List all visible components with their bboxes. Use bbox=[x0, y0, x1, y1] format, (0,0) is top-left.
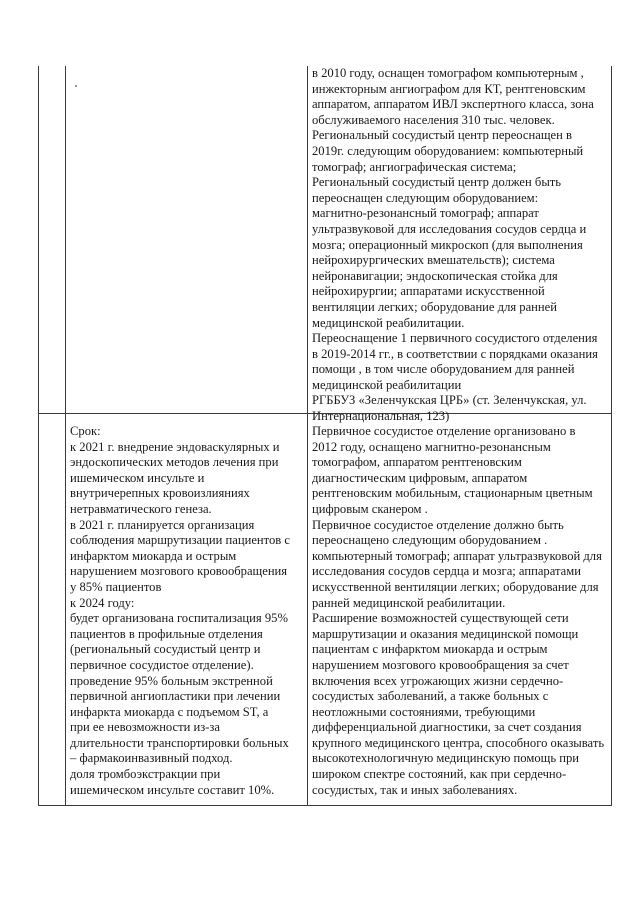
text-line: доля тромбоэкстракции при bbox=[70, 767, 221, 782]
text-line: к 2024 году: bbox=[70, 595, 135, 610]
text-line: Переоснащение 1 первичного сосудистого отделения bbox=[312, 331, 598, 346]
text-line: ранней медицинской реабилитации. bbox=[312, 595, 506, 610]
text-line: исследования сосудов сердца и мозга; аппаратами bbox=[312, 564, 581, 579]
text-line: переоснащено следующим оборудованием . bbox=[312, 533, 548, 548]
text-line: проведение 95% больным экстренной bbox=[70, 673, 273, 688]
text-line: ишемическом инсульте и bbox=[70, 470, 205, 485]
text-line: пациентам с инфарктом миокарда и острым bbox=[312, 642, 548, 657]
text-line: в 2010 году, оснащен томографом компьютерным , bbox=[312, 66, 584, 80]
text-line: нейрохирургических вмешательств); система bbox=[312, 253, 555, 268]
text-line: сосудистых заболеваний, а также больных с bbox=[312, 689, 549, 704]
text-line: будет организована госпитализация 95% bbox=[70, 611, 288, 626]
text-line: ультразвуковой для исследования сосудов сердца и bbox=[312, 221, 587, 236]
text-line: томографом, аппаратом рентгеновским bbox=[312, 455, 522, 470]
text-line: переоснащен следующим оборудованием: bbox=[312, 190, 539, 205]
cell-right-bottom bbox=[312, 424, 609, 798]
text-line: первичной ангиопластики при лечении bbox=[70, 689, 281, 704]
text-line: широком спектре состояний, как при сердечно- bbox=[312, 767, 567, 782]
table-divider-col2 bbox=[307, 66, 308, 806]
scan-speck bbox=[75, 85, 77, 87]
text-line: инфарктом миокарда и острым bbox=[70, 548, 237, 563]
table-border-bottom bbox=[38, 805, 612, 806]
table-divider-col1 bbox=[65, 66, 66, 806]
text-line: инфаркта миокарда с подъемом ST, а bbox=[70, 704, 269, 719]
text-line: томограф; ангиографическая система; bbox=[312, 159, 517, 174]
text-line: внутричерепных кровоизлияниях bbox=[70, 486, 250, 501]
text-line: рентгеновским мобильным, стационарным цветным bbox=[312, 486, 593, 501]
text-line: дифференциальной диагностики, за счет создания bbox=[312, 720, 582, 735]
text-line: ишемическом инсульте составит 10%. bbox=[70, 782, 275, 797]
text-line: вентиляции легких; оборудование для ранней bbox=[312, 299, 557, 314]
text-line: нейрохирургии; аппаратами искусственной bbox=[312, 284, 545, 299]
text-line: – фармакоинвазивный подход. bbox=[70, 751, 233, 766]
text-line: длительности транспортировки больных bbox=[70, 735, 289, 750]
text-line: магнитно-резонансный томограф; аппарат bbox=[312, 206, 539, 221]
text-line: сосудистых, так и иных заболеваниях. bbox=[312, 782, 518, 797]
text-line: РГББУЗ «Зеленчукская ЦРБ» (ст. Зеленчукская, ул. bbox=[312, 393, 587, 408]
text-line: Интернациональная, 123) bbox=[312, 409, 450, 424]
text-line: крупного медицинского центра, способного оказывать bbox=[312, 735, 605, 750]
text-line: Первичное сосудистое отделение организовано в bbox=[312, 424, 576, 438]
text-line: цифровым сканером . bbox=[312, 501, 428, 516]
text-line: 2019г. следующим оборудованием: компьютерный bbox=[312, 143, 584, 158]
text-line: диагностическим цифровым, аппаратом bbox=[312, 470, 528, 485]
text-line: медицинской реабилитации. bbox=[312, 315, 465, 330]
text-line: соблюдения маршрутизации пациентов с bbox=[70, 533, 290, 548]
table-border-left bbox=[38, 66, 39, 806]
text-line: пациентов в профильные отделения bbox=[70, 626, 263, 641]
text-line: в 2019-2014 гг., в соответствии с порядками оказания bbox=[312, 346, 598, 361]
text-line: нарушением мозгового кровообращения за счет bbox=[312, 657, 569, 672]
text-line: нейронавигации; эндоскопическая стойка для bbox=[312, 268, 558, 283]
table-border-right bbox=[611, 66, 612, 806]
text-line: мозга; операционный микроскоп (для выполнения bbox=[312, 237, 583, 252]
text-line: 2012 году, оснащено магнитно-резонансным bbox=[312, 439, 551, 454]
cell-right-top bbox=[312, 66, 609, 425]
text-line: Первичное сосудистое отделение должно быть bbox=[312, 517, 564, 532]
text-line: в 2021 г. планируется организация bbox=[70, 517, 255, 532]
text-line: Расширение возможностей существующей сети bbox=[312, 611, 569, 626]
text-line: нетравматического генеза. bbox=[70, 501, 212, 516]
text-line: у 85% пациентов bbox=[70, 579, 162, 594]
cell-left-bottom bbox=[70, 424, 306, 798]
text-line: обслуживаемого населения 310 тыс. человек. bbox=[312, 112, 555, 127]
text-line: Региональный сосудистый центр переоснащен в bbox=[312, 128, 572, 143]
text-line: компьютерный томограф; аппарат ультразвуковой для bbox=[312, 548, 602, 563]
text-line: при ее невозможности из-за bbox=[70, 720, 220, 735]
text-line: нарушением мозгового кровообращения bbox=[70, 564, 288, 579]
text-line: высокотехнологичную медицинскую помощь при bbox=[312, 751, 579, 766]
text-line: маршрутизации и оказания медицинской помощи bbox=[312, 626, 579, 641]
text-line: искусственной вентиляции легких; оборудование для bbox=[312, 579, 599, 594]
text-line: (региональный сосудистый центр и bbox=[70, 642, 261, 657]
text-line: помощи , в том числе оборудованием для ранней bbox=[312, 362, 575, 377]
text-line: Региональный сосудистый центр должен быть bbox=[312, 175, 562, 190]
text-line: включения всех угрожающих жизни сердечно- bbox=[312, 673, 564, 688]
text-line: неотложными состояниями, требующими bbox=[312, 704, 536, 719]
text-line: инжекторным ангиографом для КТ, рентгеновским bbox=[312, 81, 586, 96]
text-line: эндоскопических методов лечения при bbox=[70, 455, 279, 470]
text-line: первичное сосудистое отделение). bbox=[70, 657, 254, 672]
text-line: медицинской реабилитации bbox=[312, 377, 462, 392]
text-line: к 2021 г. внедрение эндоваскулярных и bbox=[70, 439, 280, 454]
text-line: аппаратом, аппаратом ИВЛ экспертного класса, зона bbox=[312, 97, 594, 112]
text-line: Срок: bbox=[70, 424, 101, 438]
